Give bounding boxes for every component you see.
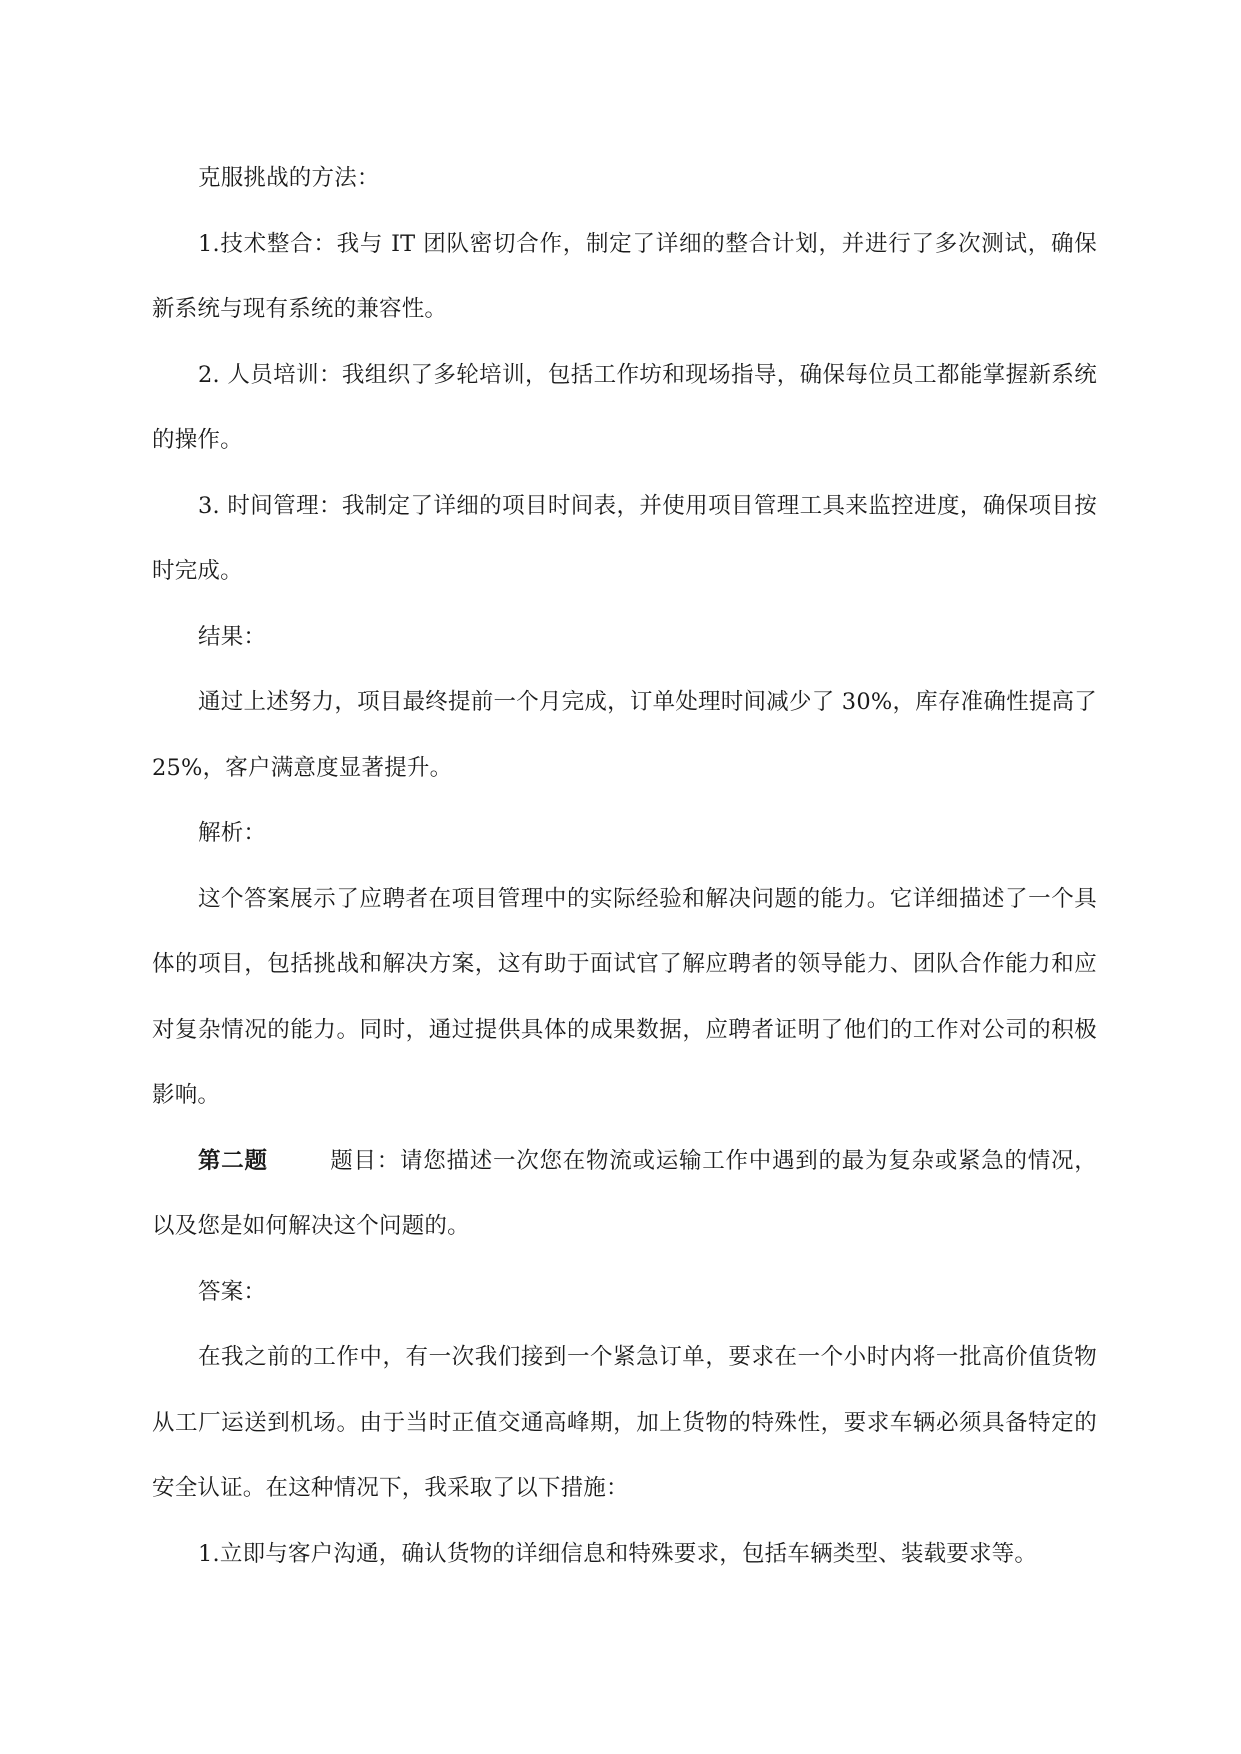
paragraph-methods-heading: 克服挑战的方法： [198,165,380,191]
paragraph-analysis-heading: 解析： [198,820,267,846]
paragraph-analysis-text: 这个答案展示了应聘者在项目管理中的实际经验和解决问题的能力。它详细描述了一个具体的项目，包括挑战和解决方案，这有助于面试官了解应聘者的领导能力、团队合作能力和应对复杂情况的能力。同时，通过提供具体的成果数据，应聘者证明了他们的工作对公司的积极影响。 [152,885,1097,1108]
paragraph-staff-training: 2. 人员培训：我组织了多轮培训，包括工作坊和现场指导，确保每位员工都能掌握新系统的操作。 [152,361,1097,453]
paragraph-answer-heading: 答案： [198,1278,267,1305]
question-2 [152,1129,1097,1260]
paragraph-tech-integration: 1.技术整合：我与 IT 团队密切合作，制定了详细的整合计划，并进行了多次测试，确保新系统与现有系统的兼容性。 [152,230,1097,322]
document-body [152,146,1097,1587]
paragraph-step-1: 1.立即与客户沟通，确认货物的详细信息和特殊要求，包括车辆类型、装载要求等。 [198,1540,1038,1567]
paragraph-result-text: 通过上述努力，项目最终提前一个月完成，订单处理时间减少了 30%，库存准确性提高了 25%，客户满意度显著提升。 [152,689,1097,781]
question-2-text: 题目：请您描述一次您在物流或运输工作中遇到的最为复杂或紧急的情况，以及您是如何解决这个问题的。 [152,1147,1097,1239]
question-2-heading: 第二题 [198,1147,268,1174]
paragraph-result-heading: 结果： [198,623,267,650]
paragraph-time-management: 3. 时间管理：我制定了详细的项目时间表，并使用项目管理工具来监控进度，确保项目按时完成。 [152,492,1097,584]
paragraph-answer-text: 在我之前的工作中，有一次我们接到一个紧急订单，要求在一个小时内将一批高价值货物从工厂运送到机场。由于当时正值交通高峰期，加上货物的特殊性，要求车辆必须具备特定的安全认证。在这种情况下，我采取了以下措施： [152,1344,1097,1501]
